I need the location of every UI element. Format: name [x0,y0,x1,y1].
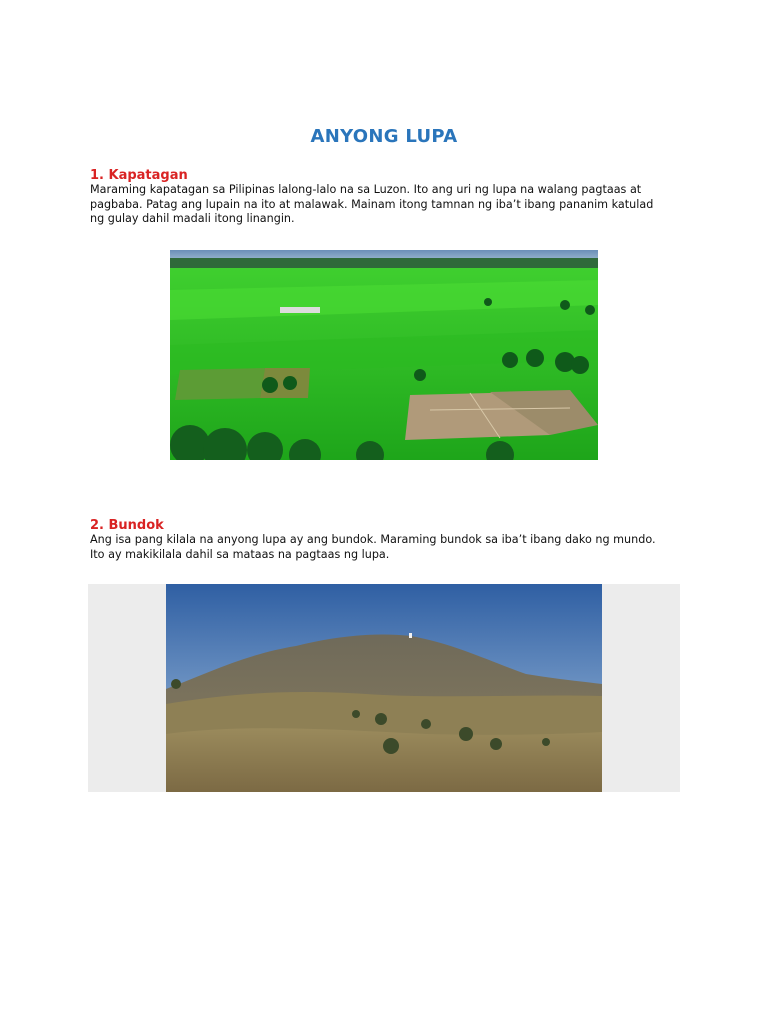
mountain-landscape-image [166,584,602,792]
page-title: ANYONG LUPA [310,126,458,147]
section-heading-kapatagan: 1. Kapatagan [90,168,188,183]
section-text-bundok: Ang isa pang kilala na anyong lupa ay ang bundok. Maraming bundok sa iba’t ibang dako ng mundo. Ito ay makikilala dahil sa mataas na pagtaas ng lupa. [90,533,656,561]
plain-rice-fields-image [170,250,598,460]
section-text-kapatagan: Maraming kapatagan sa Pilipinas lalong-lalo na sa Luzon. Ito ang uri ng lupa na walang pagtaas at pagbaba. Patag ang lupain na ito at malawak. Mainam itong tamnan ng iba’t ibang pananim katulad ng gulay dahil madali itong linangin. [90,183,654,225]
section-heading-bundok: 2. Bundok [90,518,164,533]
